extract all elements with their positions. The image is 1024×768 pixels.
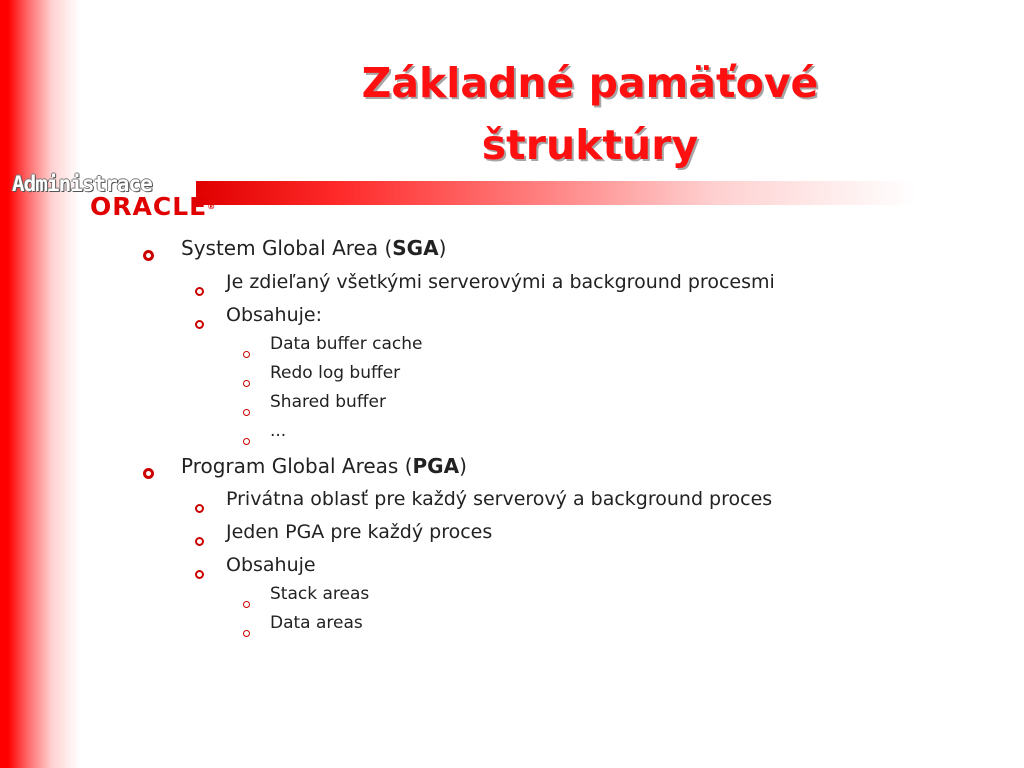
bullet-level2-icon (195, 314, 204, 333)
list-item-pga-private: Privátna oblasť pre každý serverový a background proces (226, 488, 773, 510)
list-item-pga-per-process: Jeden PGA pre každý proces (226, 521, 493, 543)
list-item-ellipsis: ... (270, 421, 287, 441)
bullet-level3-icon (243, 593, 250, 612)
oracle-trademark: ® (207, 202, 217, 211)
bullet-level3-icon (243, 372, 250, 391)
bullet-level3-icon (243, 401, 250, 420)
list-item-data-buffer-cache: Data buffer cache (270, 334, 423, 354)
list-item-data-areas: Data areas (270, 613, 363, 633)
bullet-level2-icon (195, 498, 204, 517)
pga-label-end: ) (459, 454, 467, 478)
slide-title-line-1: Základné pamäťové (361, 59, 819, 107)
bullet-level3-icon (243, 343, 250, 362)
list-item-sga-contains: Obsahuje: (226, 304, 323, 326)
bullet-level1-icon (143, 464, 154, 483)
bullet-level3-icon (243, 622, 250, 641)
brand-administrace-logo: Administrace (12, 172, 152, 196)
bullet-level2-icon (195, 531, 204, 550)
slide-title-line-2: štruktúry (481, 121, 699, 169)
left-gradient-band (0, 0, 80, 768)
sga-abbrev: SGA (392, 236, 439, 260)
bullet-level3-icon (243, 430, 250, 449)
pga-label: Program Global Areas ( (181, 454, 413, 478)
list-item-redo-log-buffer: Redo log buffer (270, 363, 401, 383)
sga-label: System Global Area ( (181, 236, 393, 260)
list-item-pga-contains: Obsahuje (226, 554, 316, 576)
bullet-level2-icon (195, 564, 204, 583)
list-item-shared-buffer: Shared buffer (270, 392, 386, 412)
list-item-sga (181, 236, 446, 260)
list-item-sga-shared: Je zdieľaný všetkými serverovými a background procesmi (226, 271, 775, 293)
oracle-logo (90, 193, 216, 221)
bullet-level1-icon (143, 246, 154, 265)
header-gradient-bar (196, 181, 916, 205)
bullet-level2-icon (195, 281, 204, 300)
slide-title (260, 52, 920, 176)
oracle-logo-text: ORACLE (90, 192, 208, 221)
list-item-pga (181, 454, 467, 478)
sga-label-end: ) (438, 236, 447, 260)
list-item-stack-areas: Stack areas (270, 584, 370, 604)
pga-abbrev: PGA (412, 454, 460, 478)
